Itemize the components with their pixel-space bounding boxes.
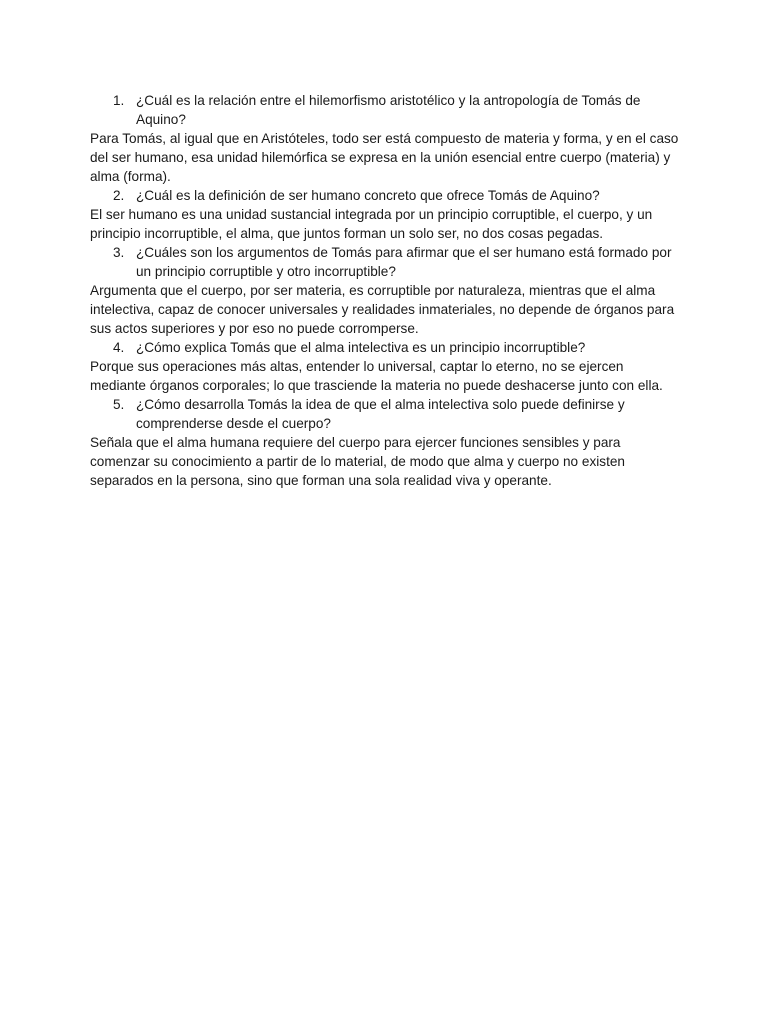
question-number: 3. bbox=[113, 245, 125, 260]
question-number: 2. bbox=[113, 188, 125, 203]
answer-1: Para Tomás, al igual que en Aristóteles, todo ser está compuesto de materia y forma, y en el caso del ser humano, esa unidad hilemórfica se expresa en la unión esencial entre cuerpo (materia) y alma (forma). bbox=[90, 131, 679, 184]
answer-5: Señala que el alma humana requiere del cuerpo para ejercer funciones sensibles y para comenzar su conocimiento a partir de lo material, de modo que alma y cuerpo no existen separados en la persona, sino que forman una sola realidad viva y operante. bbox=[90, 435, 625, 488]
qa-item-3 bbox=[90, 243, 680, 338]
qa-item-1 bbox=[90, 91, 680, 186]
question-text: ¿Cómo desarrolla Tomás la idea de que el alma intelectiva solo puede definirse y comprenderse desde el cuerpo? bbox=[136, 397, 625, 431]
question-text: ¿Cuál es la relación entre el hilemorfismo aristotélico y la antropología de Tomás de Aquino? bbox=[136, 93, 641, 127]
question-5 bbox=[90, 395, 680, 433]
qa-item-5 bbox=[90, 395, 680, 490]
document-body bbox=[90, 91, 680, 490]
question-2 bbox=[90, 186, 680, 205]
question-text: ¿Cómo explica Tomás que el alma intelectiva es un principio incorruptible? bbox=[136, 340, 586, 355]
question-number: 4. bbox=[113, 340, 125, 355]
qa-item-4 bbox=[90, 338, 680, 395]
question-1 bbox=[90, 91, 680, 129]
answer-3: Argumenta que el cuerpo, por ser materia, es corruptible por naturaleza, mientras que el alma intelectiva, capaz de conocer universales y realidades inmateriales, no depende de órganos para sus actos superiores y por eso no puede corromperse. bbox=[90, 283, 675, 336]
question-number: 5. bbox=[113, 397, 125, 412]
question-4 bbox=[90, 338, 680, 357]
question-text: ¿Cuáles son los argumentos de Tomás para afirmar que el ser humano está formado por un principio corruptible y otro incorruptible? bbox=[136, 245, 672, 279]
answer-2: El ser humano es una unidad sustancial integrada por un principio corruptible, el cuerpo, y un principio incorruptible, el alma, que juntos forman un solo ser, no dos cosas pegadas. bbox=[90, 207, 653, 241]
question-3 bbox=[90, 243, 680, 281]
question-number: 1. bbox=[113, 93, 125, 108]
answer-4: Porque sus operaciones más altas, entender lo universal, captar lo eterno, no se ejercen mediante órganos corporales; lo que trasciende la materia no puede deshacerse junto con ella. bbox=[90, 359, 663, 393]
qa-item-2 bbox=[90, 186, 680, 243]
question-text: ¿Cuál es la definición de ser humano concreto que ofrece Tomás de Aquino? bbox=[136, 188, 600, 203]
